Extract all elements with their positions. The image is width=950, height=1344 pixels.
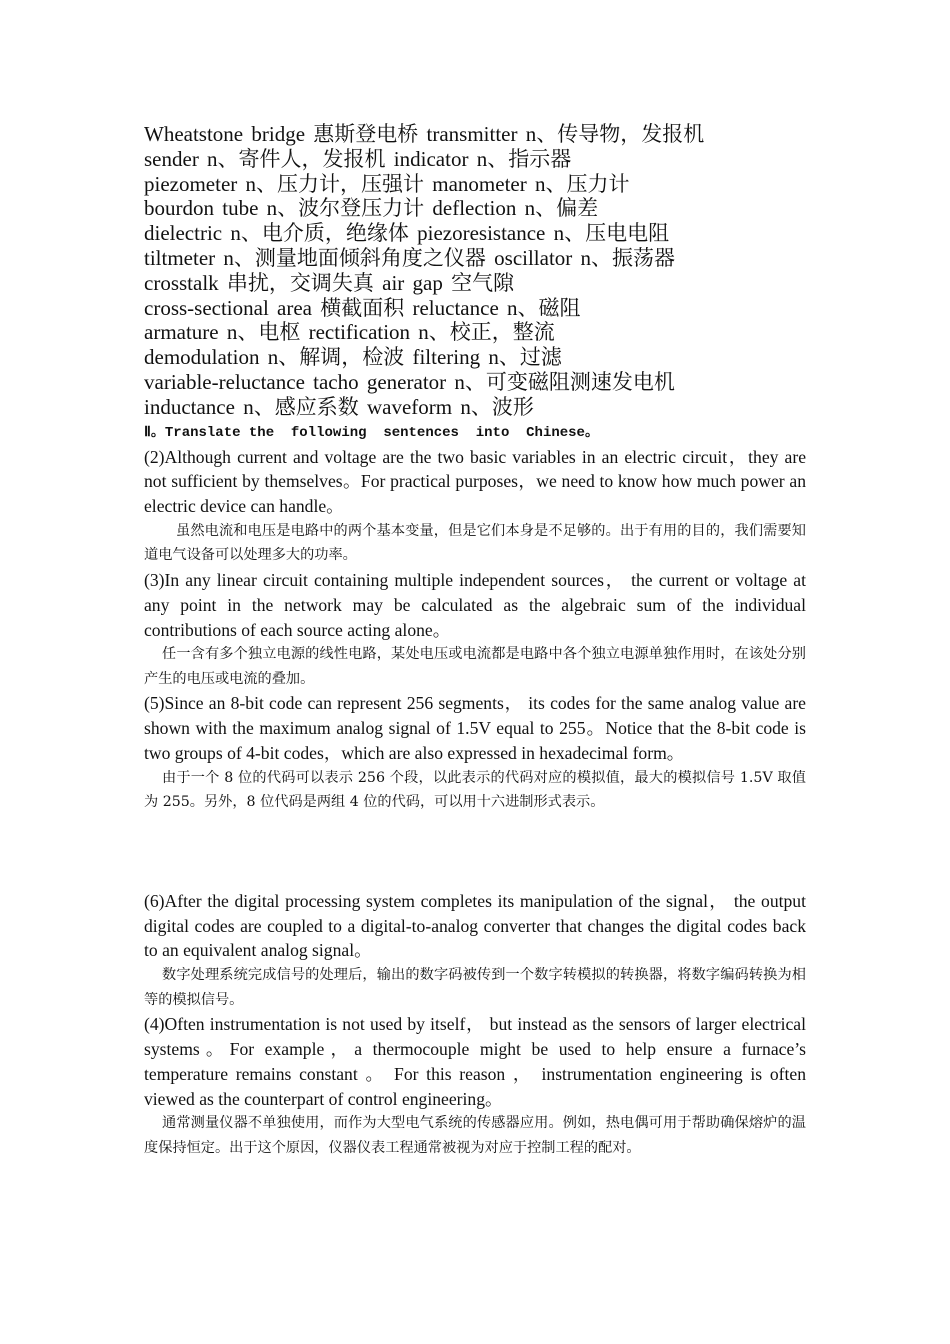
english-sentence: (4)Often instrumentation is not used by itself， but instead as the sensors of larger electrical systems。For example，a thermocouple might be used to help ensure a furnace’s temperature remains constant 。 For this reason ， instrumentation engineering is often viewed as the counterpart of control engineering。	[144, 1014, 806, 1109]
english-sentence: (2)Although current and voltage are the two basic variables in an electric circuit，they are not sufficient by themselves。For practical purposes，we need to know how much power an electric device can handle。	[144, 446, 806, 517]
page-gap	[144, 815, 806, 889]
english-sentence: (6)After the digital processing system completes its manipulation of the signal， the output digital codes are coupled to a digital-to-analog converter that changes the digital codes back to an equivalent analog signal。	[144, 890, 806, 961]
vocab-line: Wheatstone bridge 惠斯登电桥 transmitter n、传导物，发报机	[144, 122, 705, 146]
chinese-translation: 数字处理系统完成信号的处理后，输出的数字码被传到一个数字转模拟的转换器，将数字编码转换为相等的模拟信号。	[144, 967, 806, 1008]
sentence-block	[144, 691, 806, 814]
vocab-line: crosstalk 串扰，交调失真 air gap 空气隙	[144, 270, 515, 295]
vocab-line: dielectric n、电介质，绝缘体 piezoresistance n、压电电阻	[144, 221, 670, 246]
vocab-line: bourdon tube n、波尔登压力计 deflection n、偏差	[144, 196, 599, 221]
sentence-block	[144, 889, 806, 1012]
vocab-line: piezometer n、压力计，压强计 manometer n、压力计	[144, 171, 630, 196]
sentence-block	[144, 445, 806, 568]
section-heading: Ⅱ。Translate the following sentences into Chinese。	[144, 424, 599, 441]
vocabulary-list	[144, 122, 806, 420]
english-sentence: (5)Since an 8-bit code can represent 256 segments， its codes for the same analog value are shown with the maximum analog signal of 1.5V equal to 255。Notice that the 8-bit code is two groups of 4-bit codes，which are also expressed in hexadecimal form。	[144, 693, 806, 763]
chinese-translation: 由于一个 8 位的代码可以表示 256 个段，以此表示的代码对应的模拟值，最大的模拟信号 1.5V 取值为 255。另外，8 位代码是两组 4 位的代码，可以用十六进制形式表示。	[144, 769, 806, 811]
vocab-line: demodulation n、解调，检波 filtering n、过滤	[144, 345, 562, 370]
english-sentence: (3)In any linear circuit containing multiple independent sources， the current or voltage at any point in the network may be calculated as the algebraic sum of the individual contributions of each source acting alone。	[144, 569, 806, 640]
vocab-line: armature n、电枢 rectification n、校正，整流	[144, 320, 555, 345]
vocab-line: inductance n、感应系数 waveform n、波形	[144, 394, 534, 419]
vocab-line: cross-sectional area 横截面积 reluctance n、磁阻	[144, 295, 581, 320]
vocab-line: sender n、寄件人，发报机 indicator n、指示器	[144, 146, 572, 171]
vocab-line: tiltmeter n、测量地面倾斜角度之仪器 oscillator n、振荡器	[144, 245, 676, 270]
chinese-translation: 虽然电流和电压是电路中的两个基本变量，但是它们本身是不足够的。出于有用的目的，我们需要知道电气设备可以处理多大的功率。	[144, 522, 806, 564]
sentence-block	[144, 568, 806, 691]
sentence-block	[144, 1012, 806, 1160]
chinese-translation: 任一含有多个独立电源的线性电路，某处电压或电流都是电路中各个独立电源单独作用时，在该处分别产生的电压或电流的叠加。	[144, 646, 806, 687]
chinese-translation: 通常测量仪器不单独使用，而作为大型电气系统的传感器应用。例如，热电偶可用于帮助确保熔炉的温度保持恒定。出于这个原因，仪器仪表工程通常被视为对应于控制工程的配对。	[144, 1115, 806, 1156]
vocab-line: variable-reluctance tacho generator n、可变磁阻测速发电机	[144, 369, 675, 394]
document-page	[144, 122, 806, 1160]
